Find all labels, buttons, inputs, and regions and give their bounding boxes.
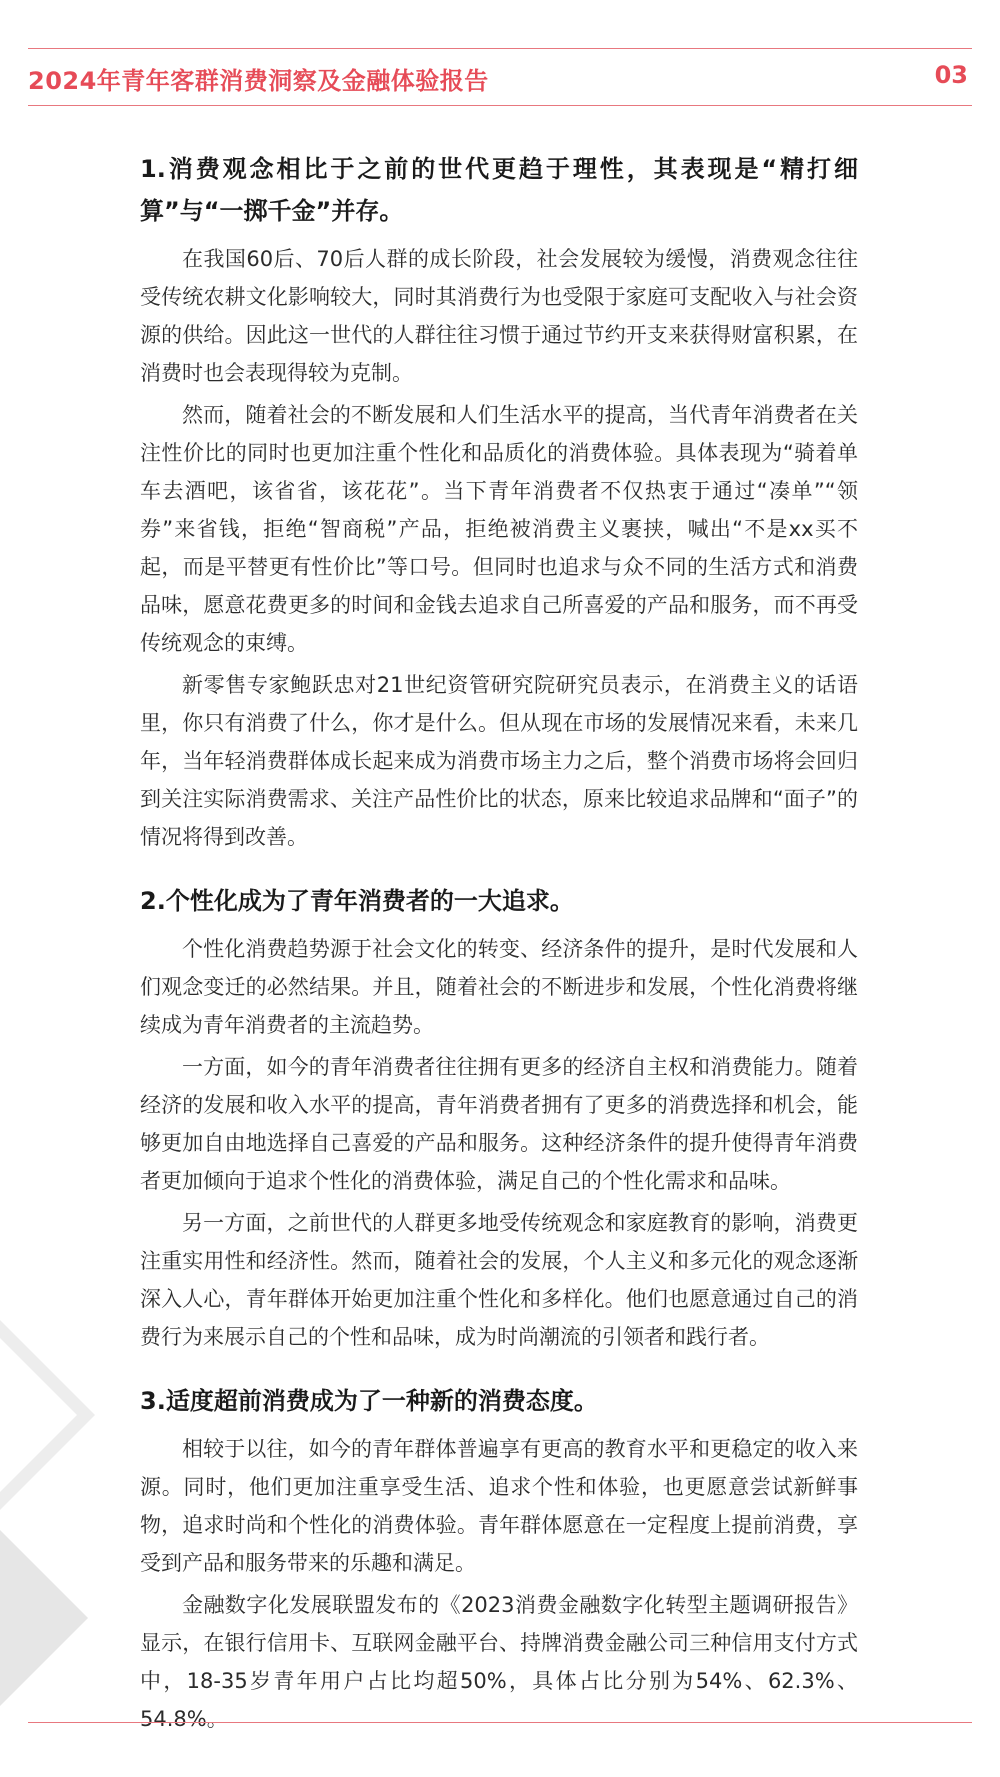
- paragraph: 金融数字化发展联盟发布的《2023消费金融数字化转型主题调研报告》显示，在银行信用卡、互联网金融平台、持牌消费金融公司三种信用支付方式中，18-35岁青年用户占比均超50%，具体占比分别为54%、62.3%、54.8%。: [140, 1593, 858, 1731]
- paragraph: 一方面，如今的青年消费者往往拥有更多的经济自主权和消费能力。随着经济的发展和收入水平的提高，青年消费者拥有了更多的消费选择和机会，能够更加自由地选择自己喜爱的产品和服务。这种经济条件的提升使得青年消费者更加倾向于追求个性化的消费体验，满足自己的个性化需求和品味。: [140, 1055, 858, 1193]
- report-title: 2024年青年客群消费洞察及金融体验报告: [28, 67, 489, 95]
- paragraph: 新零售专家鲍跃忠对21世纪资管研究院研究员表示，在消费主义的话语里，你只有消费了什么，你才是什么。但从现在市场的发展情况来看，未来几年，当年轻消费群体成长起来成为消费市场主力之后，整个消费市场将会回归到关注实际消费需求、关注产品性价比的状态，原来比较追求品牌和“面子”的情况将得到改善。: [140, 673, 858, 849]
- paragraph: 然而，随着社会的不断发展和人们生活水平的提高，当代青年消费者在关注性价比的同时也更加注重个性化和品质化的消费体验。具体表现为“骑着单车去酒吧，该省省，该花花”。当下青年消费者不仅热衷于通过“凑单”“领券”来省钱，拒绝“智商税”产品，拒绝被消费主义裹挟，喊出“不是xx买不起，而是平替更有性价比”等口号。但同时也追求与众不同的生活方式和消费品味，愿意花费更多的时间和金钱去追求自己所喜爱的产品和服务，而不再受传统观念的束缚。: [140, 403, 858, 655]
- paragraph: 在我国60后、70后人群的成长阶段，社会发展较为缓慢，消费观念往往受传统农耕文化影响较大，同时其消费行为也受限于家庭可支配收入与社会资源的供给。因此这一世代的人群往往习惯于通过节约开支来获得财富积累，在消费时也会表现得较为克制。: [140, 247, 858, 385]
- page-number: 03: [934, 61, 968, 89]
- section-1: [140, 148, 858, 856]
- page-header: [28, 48, 972, 106]
- article-body: [140, 148, 858, 1742]
- section-2: [140, 880, 858, 1356]
- footer-rule: [28, 1722, 972, 1723]
- paragraph: 个性化消费趋势源于社会文化的转变、经济条件的提升，是时代发展和人们观念变迁的必然结果。并且，随着社会的不断进步和发展，个性化消费将继续成为青年消费者的主流趋势。: [140, 937, 858, 1037]
- decor-diamond-solid: [0, 1530, 88, 1706]
- paragraph: 另一方面，之前世代的人群更多地受传统观念和家庭教育的影响，消费更注重实用性和经济性。然而，随着社会的发展，个人主义和多元化的观念逐渐深入人心，青年群体开始更加注重个性化和多样化。他们也愿意通过自己的消费行为来展示自己的个性和品味，成为时尚潮流的引领者和践行者。: [140, 1211, 858, 1349]
- section-3: [140, 1380, 858, 1738]
- paragraph: 相较于以往，如今的青年群体普遍享有更高的教育水平和更稳定的收入来源。同时，他们更加注重享受生活、追求个性和体验，也更愿意尝试新鲜事物，追求时尚和个性化的消费体验。青年群体愿意在一定程度上提前消费，享受到产品和服务带来的乐趣和满足。: [140, 1437, 858, 1575]
- section-heading: 1.消费观念相比于之前的世代更趋于理性，其表现是“精打细算”与“一掷千金”并存。: [140, 155, 858, 225]
- section-heading: 3.适度超前消费成为了一种新的消费态度。: [140, 1387, 598, 1415]
- section-heading: 2.个性化成为了青年消费者的一大追求。: [140, 887, 574, 915]
- decor-chevron-outline: [0, 1320, 95, 1510]
